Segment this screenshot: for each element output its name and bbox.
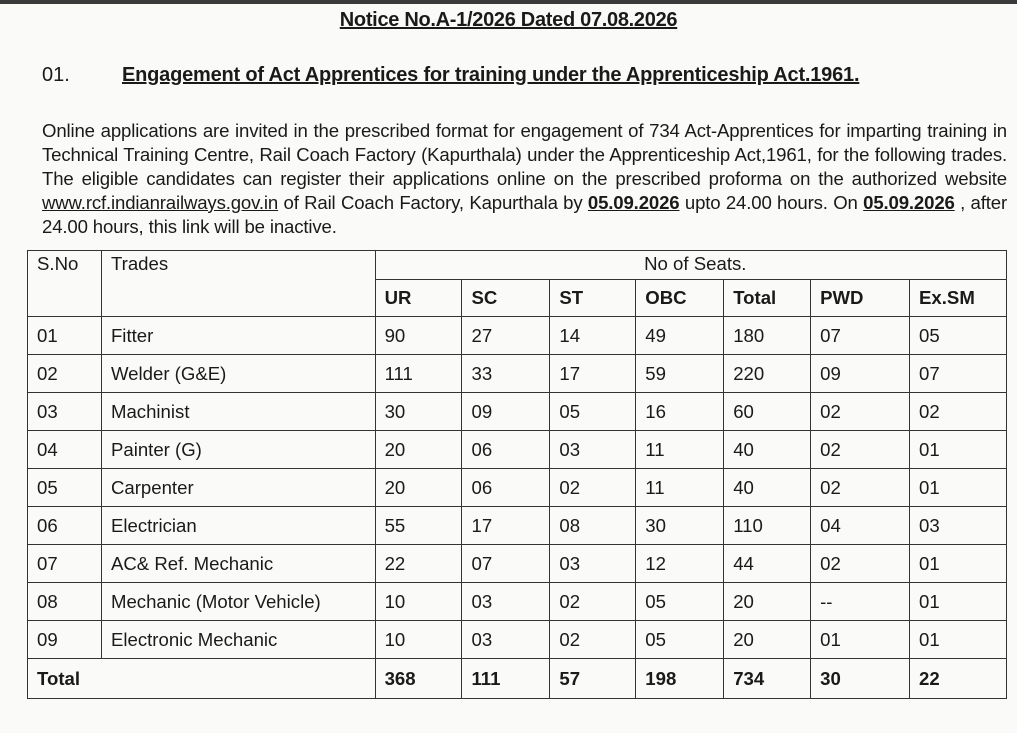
cell-sno: 04 xyxy=(28,431,102,469)
cell-sno: 09 xyxy=(28,621,102,659)
cell-pwd: 02 xyxy=(811,393,910,431)
cell-obc: 11 xyxy=(636,431,724,469)
table-row xyxy=(28,355,1007,393)
cell-sno: 03 xyxy=(28,393,102,431)
section-heading xyxy=(42,64,859,87)
cell-trade: Welder (G&E) xyxy=(101,355,375,393)
cell-pwd: 09 xyxy=(811,355,910,393)
cell-exsm: 03 xyxy=(910,507,1007,545)
col-header-exsm: Ex.SM xyxy=(910,280,1007,317)
cell-st: 05 xyxy=(550,393,636,431)
cell-st: 14 xyxy=(550,317,636,355)
cell-ur: 90 xyxy=(375,317,462,355)
cell-pwd: 01 xyxy=(811,621,910,659)
total-total: 734 xyxy=(724,659,811,699)
cell-pwd: 07 xyxy=(811,317,910,355)
section-number: 01. xyxy=(42,64,70,86)
cell-sc: 33 xyxy=(462,355,550,393)
cell-total: 110 xyxy=(724,507,811,545)
cell-sc: 06 xyxy=(462,431,550,469)
cell-trade: Machinist xyxy=(101,393,375,431)
cell-sc: 03 xyxy=(462,583,550,621)
cell-obc: 49 xyxy=(636,317,724,355)
col-header-st: ST xyxy=(550,280,636,317)
cell-st: 08 xyxy=(550,507,636,545)
total-st: 57 xyxy=(550,659,636,699)
cell-sc: 09 xyxy=(462,393,550,431)
notice-title: Notice No.A-1/2026 Dated 07.08.2026 xyxy=(339,9,678,31)
col-header-sc: SC xyxy=(462,280,550,317)
cell-exsm: 05 xyxy=(910,317,1007,355)
cell-exsm: 01 xyxy=(910,621,1007,659)
cell-trade: AC& Ref. Mechanic xyxy=(101,545,375,583)
col-header-trades: Trades xyxy=(101,251,375,317)
header-row xyxy=(28,251,1007,280)
section-title: Engagement of Act Apprentices for training under the Apprenticeship Act.1961. xyxy=(122,64,860,86)
total-exsm: 22 xyxy=(910,659,1007,699)
cell-trade: Painter (G) xyxy=(101,431,375,469)
seats-table xyxy=(27,250,1007,699)
total-row xyxy=(28,659,1007,699)
cell-sc: 03 xyxy=(462,621,550,659)
notice-paragraph xyxy=(42,119,1007,239)
table-row xyxy=(28,545,1007,583)
cell-trade: Carpenter xyxy=(101,469,375,507)
cell-st: 02 xyxy=(550,469,636,507)
table-row xyxy=(28,317,1007,355)
cell-trade: Fitter xyxy=(101,317,375,355)
cell-ur: 55 xyxy=(375,507,462,545)
total-obc: 198 xyxy=(636,659,724,699)
cell-total: 60 xyxy=(724,393,811,431)
cell-obc: 30 xyxy=(636,507,724,545)
cell-exsm: 02 xyxy=(910,393,1007,431)
cell-ur: 10 xyxy=(375,621,462,659)
cell-ur: 10 xyxy=(375,583,462,621)
table-row xyxy=(28,469,1007,507)
cell-sno: 08 xyxy=(28,583,102,621)
cell-total: 40 xyxy=(724,469,811,507)
cell-pwd: 02 xyxy=(811,431,910,469)
cell-obc: 11 xyxy=(636,469,724,507)
cell-st: 03 xyxy=(550,431,636,469)
cell-total: 40 xyxy=(724,431,811,469)
cell-total: 20 xyxy=(724,621,811,659)
cell-total: 44 xyxy=(724,545,811,583)
para-text-4: , after 24.00 hours, this link will be inactive. xyxy=(42,192,1007,237)
para-text-2: of Rail Coach Factory, Kapurthala by xyxy=(278,192,588,213)
cell-ur: 111 xyxy=(375,355,462,393)
table-row xyxy=(28,393,1007,431)
col-header-ur: UR xyxy=(375,280,462,317)
cell-total: 220 xyxy=(724,355,811,393)
cell-st: 17 xyxy=(550,355,636,393)
cell-sno: 06 xyxy=(28,507,102,545)
cell-ur: 30 xyxy=(375,393,462,431)
cell-st: 03 xyxy=(550,545,636,583)
cell-st: 02 xyxy=(550,621,636,659)
cell-pwd: 04 xyxy=(811,507,910,545)
cell-trade: Mechanic (Motor Vehicle) xyxy=(101,583,375,621)
cell-st: 02 xyxy=(550,583,636,621)
cell-exsm: 01 xyxy=(910,469,1007,507)
cell-ur: 22 xyxy=(375,545,462,583)
table-row xyxy=(28,621,1007,659)
para-text-3: upto 24.00 hours. On xyxy=(679,192,864,213)
cell-ur: 20 xyxy=(375,431,462,469)
cell-sc: 06 xyxy=(462,469,550,507)
website-link[interactable]: www.rcf.indianrailways.gov.in xyxy=(42,192,279,213)
col-header-pwd: PWD xyxy=(811,280,910,317)
cell-pwd: -- xyxy=(811,583,910,621)
cell-ur: 20 xyxy=(375,469,462,507)
cell-obc: 12 xyxy=(636,545,724,583)
table-row xyxy=(28,583,1007,621)
total-ur: 368 xyxy=(375,659,462,699)
col-header-seats: No of Seats. xyxy=(375,251,1006,280)
cell-trade: Electrician xyxy=(101,507,375,545)
cell-total: 180 xyxy=(724,317,811,355)
cell-obc: 05 xyxy=(636,583,724,621)
cell-pwd: 02 xyxy=(811,545,910,583)
cell-sno: 02 xyxy=(28,355,102,393)
cell-exsm: 01 xyxy=(910,431,1007,469)
cell-exsm: 07 xyxy=(910,355,1007,393)
cell-sno: 05 xyxy=(28,469,102,507)
cell-total: 20 xyxy=(724,583,811,621)
col-header-total: Total xyxy=(724,280,811,317)
cell-obc: 59 xyxy=(636,355,724,393)
cell-sc: 27 xyxy=(462,317,550,355)
cell-pwd: 02 xyxy=(811,469,910,507)
para-text-1: Online applications are invited in the prescribed format for engagement of 734 Act-Apprentices for imparting training in Technical Training Centre, Rail Coach Factory (Kapurthala) under the Apprenticeship Act,1961, for the following trades. The eligible candidates can register their applications online on the prescribed proforma on the authorized website xyxy=(42,120,1007,189)
cell-obc: 16 xyxy=(636,393,724,431)
last-date-2: 05.09.2026 xyxy=(863,192,955,213)
top-border xyxy=(0,0,1017,4)
cell-sc: 17 xyxy=(462,507,550,545)
cell-sc: 07 xyxy=(462,545,550,583)
last-date: 05.09.2026 xyxy=(587,192,680,213)
cell-exsm: 01 xyxy=(910,583,1007,621)
cell-exsm: 01 xyxy=(910,545,1007,583)
table-row xyxy=(28,431,1007,469)
total-pwd: 30 xyxy=(811,659,910,699)
cell-sno: 07 xyxy=(28,545,102,583)
cell-obc: 05 xyxy=(636,621,724,659)
cell-sno: 01 xyxy=(28,317,102,355)
col-header-sno: S.No xyxy=(28,251,102,317)
total-sc: 111 xyxy=(462,659,550,699)
col-header-obc: OBC xyxy=(636,280,724,317)
total-label: Total xyxy=(28,659,376,699)
cell-trade: Electronic Mechanic xyxy=(101,621,375,659)
table-row xyxy=(28,507,1007,545)
